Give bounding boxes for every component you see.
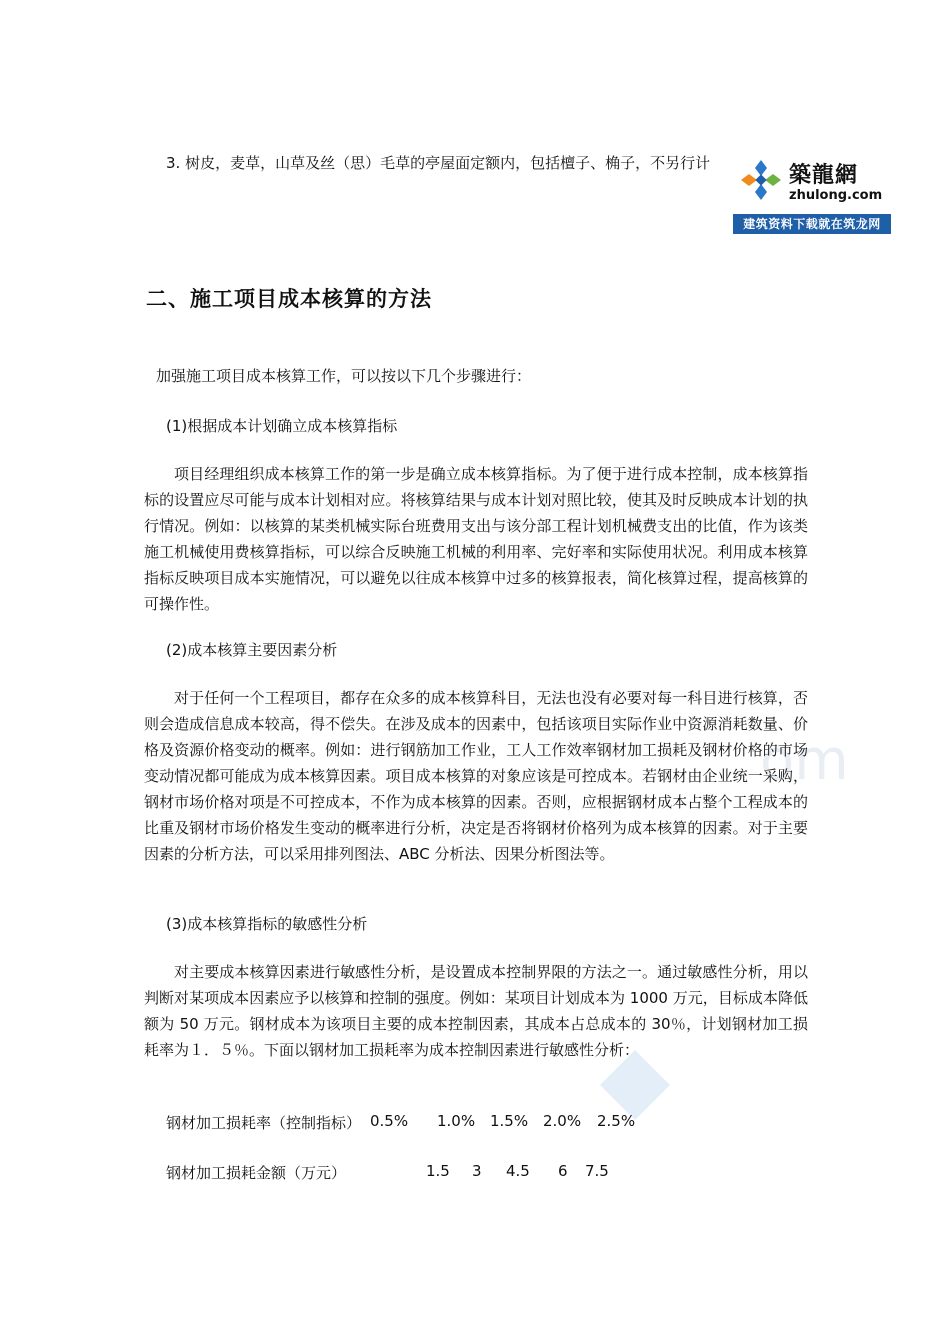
loss-amount-value: 3 bbox=[472, 1162, 482, 1180]
step-2-body bbox=[144, 685, 808, 867]
step-1-paragraph: 项目经理组织成本核算工作的第一步是确立成本核算指标。为了便于进行成本控制，成本核算指标的设置应尽可能与成本计划相对应。将核算结果与成本计划对照比较，使其及时反映成本计划的执行情况。例如：以核算的某类机械实际台班费用支出与该分部工程计划机械费支出的比值，作为该类施工机械使用费核算指标，可以综合反映施工机械的利用率、完好率和实际使用状况。利用成本核算指标反映项目成本实施情况，可以避免以往成本核算中过多的核算报表，简化核算过程，提高核算的可操作性。 bbox=[144, 465, 808, 613]
step-1-title: (1)根据成本计划确立成本核算指标 bbox=[166, 417, 398, 435]
loss-rate-label: 钢材加工损耗率（控制指标） bbox=[166, 1114, 362, 1132]
loss-rate-value: 2.5% bbox=[597, 1112, 636, 1130]
loss-rate-value: 0.5% bbox=[370, 1112, 409, 1130]
intro-text: 加强施工项目成本核算工作，可以按以下几个步骤进行： bbox=[156, 367, 532, 385]
step-3-paragraph: 对主要成本核算因素进行敏感性分析，是设置成本控制界限的方法之一。通过敏感性分析，用以判断对某项成本因素应予以核算和控制的强度。例如：某项目计划成本为 1000 万元，目标成本降低额为 50 万元。钢材成本为该项目主要的成本控制因素，其成本占总成本的 30％，计划钢材加工损耗率为１．５％。下面以钢材加工损耗率为成本控制因素进行敏感性分析： bbox=[144, 963, 808, 1059]
loss-amount-value: 6 bbox=[558, 1162, 568, 1180]
zhulong-logo-icon bbox=[739, 158, 783, 202]
step-1-body bbox=[144, 461, 808, 617]
loss-amount-value: 7.5 bbox=[585, 1162, 609, 1180]
logo-name: 築龍網 bbox=[789, 163, 859, 188]
step-3-title: (3)成本核算指标的敏感性分析 bbox=[166, 915, 368, 933]
loss-rate-value: 2.0% bbox=[543, 1112, 582, 1130]
loss-amount-value: 4.5 bbox=[506, 1162, 530, 1180]
step-2-title: (2)成本核算主要因素分析 bbox=[166, 641, 338, 659]
loss-amount-value: 1.5 bbox=[426, 1162, 450, 1180]
loss-rate-value: 1.5% bbox=[490, 1112, 529, 1130]
step-3-body bbox=[144, 959, 808, 1063]
logo-domain: zhulong.com bbox=[789, 188, 883, 203]
step-2-paragraph: 对于任何一个工程项目，都存在众多的成本核算科目，无法也没有必要对每一科目进行核算，否则会造成信息成本较高，得不偿失。在涉及成本的因素中，包括该项目实际作业中资源消耗数量、价格及资源价格变动的概率。例如：进行钢筋加工作业，工人工作效率钢材加工损耗及钢材价格的市场变动情况都可能成为成本核算因素。项目成本核算的对象应该是可控成本。若钢材由企业统一采购，钢材市场价格对项是不可控成本，不作为成本核算的因素。否则，应根据钢材成本占整个工程成本的比重及钢材市场价格发生变动的概率进行分析，决定是否将钢材价格列为成本核算的因素。对于主要因素的分析方法，可以采用排列图法、ABC 分析法、因果分析图法等。 bbox=[144, 689, 808, 863]
top-text-line: 3. 树皮，麦草，山草及丝（思）毛草的亭屋面定额内，包括檀子、桷子，不另行计 bbox=[166, 154, 711, 172]
zhulong-logo[interactable] bbox=[733, 152, 891, 234]
section-title: 二、施工项目成本核算的方法 bbox=[146, 287, 432, 311]
loss-rate-value: 1.0% bbox=[437, 1112, 476, 1130]
logo-banner: 建筑资料下载就在筑龙网 bbox=[733, 214, 891, 234]
loss-amount-label: 钢材加工损耗金额（万元） bbox=[166, 1164, 347, 1182]
watermark-text: om bbox=[760, 728, 849, 793]
